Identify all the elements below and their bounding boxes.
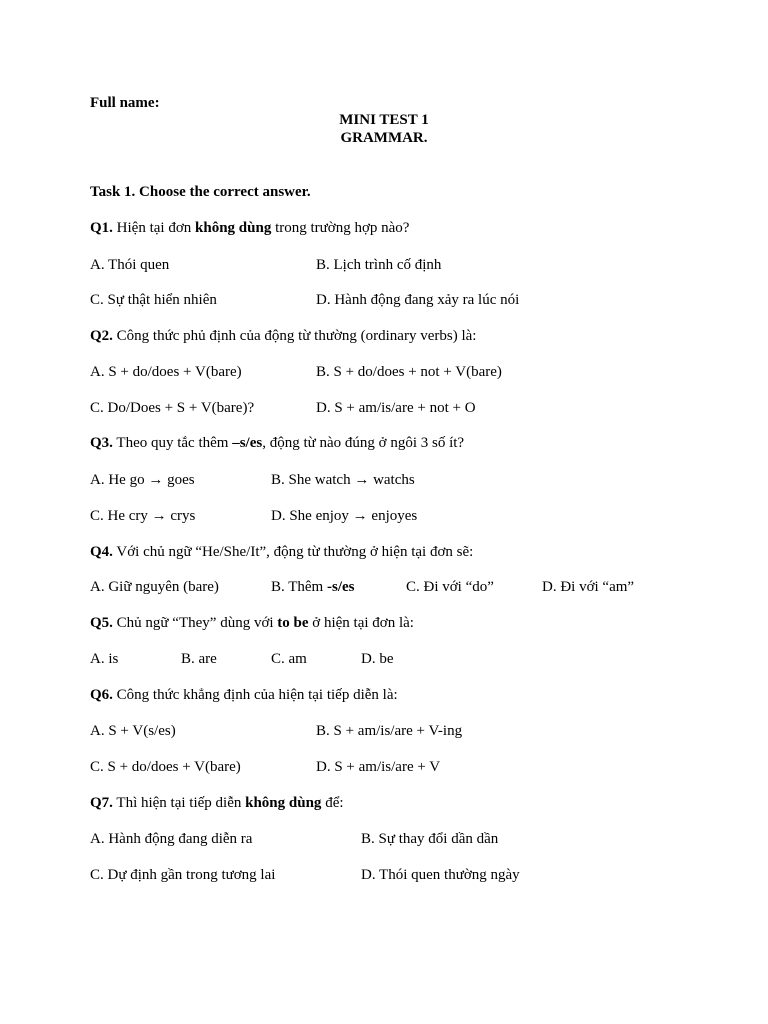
q4-option-c: C. Đi với “do” [406, 579, 494, 595]
q3-option-a: A. He go → goes [90, 472, 195, 488]
q2-option-a: A. S + do/does + V(bare) [90, 364, 242, 380]
q5-option-b: B. are [181, 651, 217, 667]
q1-option-c: C. Sự thật hiển nhiên [90, 292, 217, 308]
task-heading: Task 1. Choose the correct answer. [90, 184, 311, 200]
question-number: Q6. [90, 687, 113, 703]
q5-option-d: D. be [361, 651, 394, 667]
q2-option-b: B. S + do/does + not + V(bare) [316, 364, 502, 380]
question-text: Với chủ ngữ “He/She/It”, động từ thường ở hiện tại đơn sẽ: [112, 544, 474, 560]
question-text: để: [321, 795, 344, 811]
question-text: Công thức phủ định của động từ thường (ordinary verbs) là: [112, 328, 477, 344]
test-title: MINI TEST 1 [339, 112, 429, 128]
question-emphasis: không dùng [245, 795, 322, 811]
question-6 [90, 686, 398, 704]
question-7 [90, 794, 344, 812]
q4-option-b [271, 578, 354, 596]
q6-option-a: A. S + V(s/es) [90, 723, 176, 739]
question-1 [90, 219, 409, 237]
q4-option-d: D. Đi với “am” [542, 579, 635, 595]
question-text: ở hiện tại đơn là: [308, 615, 414, 631]
q7-option-d: D. Thói quen thường ngày [361, 867, 520, 883]
question-number: Q2. [90, 328, 113, 344]
question-text: Theo quy tắc thêm [112, 435, 233, 451]
q7-option-b: B. Sự thay đổi dần dần [361, 831, 499, 847]
question-number: Q5. [90, 615, 113, 631]
option-text: B. Thêm [271, 579, 327, 595]
q4-option-a: A. Giữ nguyên (bare) [90, 579, 219, 595]
q2-option-c: C. Do/Does + S + V(bare)? [90, 400, 255, 416]
question-text: Chủ ngữ “They” dùng với [112, 615, 278, 631]
q1-option-d: D. Hành động đang xảy ra lúc nói [316, 292, 520, 308]
q3-option-d: D. She enjoy → enjoyes [271, 508, 418, 524]
question-number: Q1. [90, 220, 113, 236]
question-text: trong trường hợp nào? [271, 220, 410, 236]
full-name-label: Full name: [90, 95, 160, 111]
q5-option-a: A. is [90, 651, 119, 667]
q7-option-a: A. Hành động đang diễn ra [90, 831, 253, 847]
q5-option-c: C. am [271, 651, 307, 667]
q6-option-c: C. S + do/does + V(bare) [90, 759, 241, 775]
question-text: Thì hiện tại tiếp diễn [112, 795, 246, 811]
question-text: Hiện tại đơn [112, 220, 196, 236]
question-number: Q3. [90, 435, 113, 451]
question-emphasis: –s/es [232, 435, 263, 451]
question-number: Q7. [90, 795, 113, 811]
question-3 [90, 434, 464, 452]
q3-option-c: C. He cry → crys [90, 508, 196, 524]
question-emphasis: to be [277, 615, 309, 631]
option-emphasis: -s/es [326, 579, 355, 595]
q1-option-a: A. Thói quen [90, 257, 170, 273]
q2-option-d: D. S + am/is/are + not + O [316, 400, 476, 416]
q7-option-c: C. Dự định gần trong tương lai [90, 867, 276, 883]
question-2 [90, 327, 476, 345]
q1-option-b: B. Lịch trình cố định [316, 257, 442, 273]
q6-option-b: B. S + am/is/are + V-ing [316, 723, 463, 739]
q6-option-d: D. S + am/is/are + V [316, 759, 441, 775]
question-emphasis: không dùng [195, 220, 272, 236]
test-subtitle: GRAMMAR. [340, 130, 428, 146]
question-text: Công thức khẳng định của hiện tại tiếp diễn là: [112, 687, 398, 703]
question-4 [90, 543, 473, 561]
question-text: , động từ nào đúng ở ngôi 3 số ít? [262, 435, 465, 451]
q3-option-b: B. She watch → watchs [271, 472, 415, 488]
question-5 [90, 614, 414, 632]
question-number: Q4. [90, 544, 113, 560]
